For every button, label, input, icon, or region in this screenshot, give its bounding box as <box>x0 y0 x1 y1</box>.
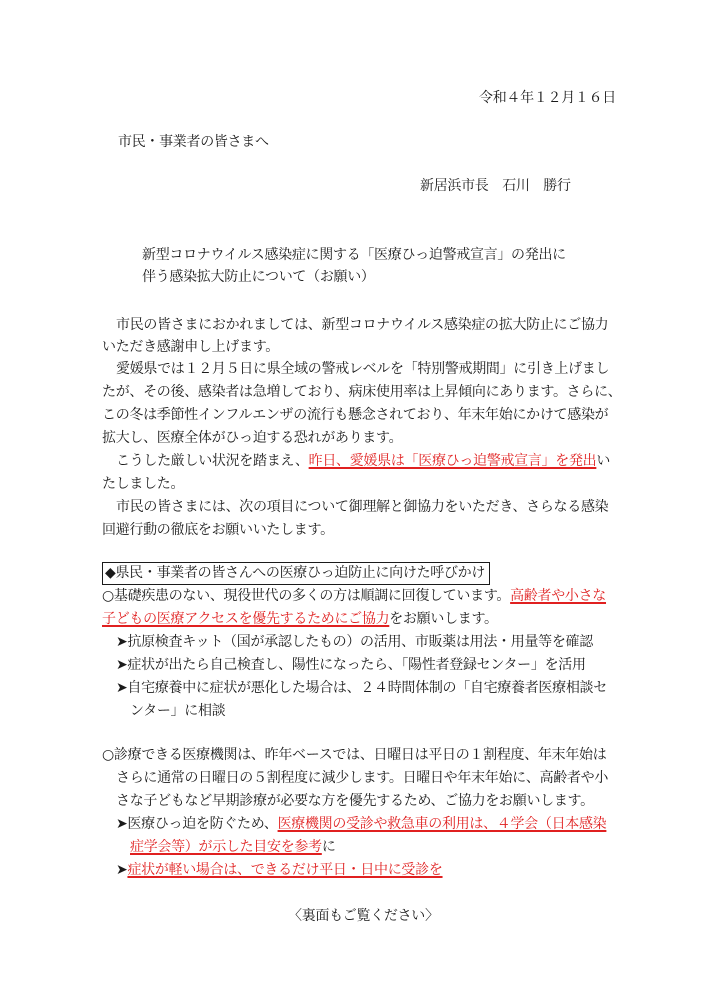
item-2-emphasis-guideline-end: 症学会等）が示した目安を参考 <box>130 839 322 855</box>
paragraph-2-line-3: この冬は季節性インフルエンザの流行も懸念されており、年末年始にかけて感染が <box>102 407 609 423</box>
item-2-line-1: ○診療できる医療機関は、昨年ベースでは、日曜日は平日の１割程度、年末年始は <box>102 747 607 763</box>
item-1-bullet-3-line-2: ンター」に相談 <box>130 703 226 719</box>
item-2-bullet-1-end: に <box>321 839 336 855</box>
item-1-bullet-3-line-1: ➤自宅療養中に症状が悪化した場合は、２４時間体制の「自宅療養者医療相談セ <box>116 680 607 696</box>
paragraph-2-line-2: たが、その後、感染者は急増しており、病床使用率は上昇傾向にあります。さらに、 <box>102 384 622 400</box>
item-1-line-2 <box>102 609 498 629</box>
paragraph-1-line-2: いただき感謝申し上げます。 <box>102 339 279 355</box>
paragraph-4-line-2: 回避行動の徹底をお願いいたします。 <box>102 522 334 538</box>
paragraph-2-line-1: 愛媛県では１２月５日に県全域の警戒レベルを「特別警戒期間」に引き上げまし <box>116 361 610 377</box>
item-1-line-1 <box>102 586 606 606</box>
item-2-bullet-1-text: ➤医療ひっ迫を防ぐため、 <box>116 816 278 832</box>
item-1-bullet-1: ➤抗原検査キット（国が承認したもの）の活用、市販薬は用法・用量等を確認 <box>116 634 593 650</box>
item-2-bullet-1-line-1 <box>116 814 606 834</box>
paragraph-2-line-4: 拡大し、医療全体がひっ迫する恐れがあります。 <box>102 430 403 446</box>
item-1-line-1-text: ○基礎疾患のない、現役世代の多くの方は順調に回復しています。 <box>102 588 511 604</box>
item-1-bullet-2: ➤症状が出たら自己検査し、陽性になったら、「陽性者登録センター」を活用 <box>116 657 586 673</box>
title-line-2: 伴う感染拡大防止について（お願い） <box>142 269 375 285</box>
item-2-line-2: さらに通常の日曜日の５割程度に減少します。日曜日や年末年始に、高齢者や小 <box>116 770 609 786</box>
arrow-bullet-icon: ➤ <box>116 862 128 878</box>
addressee: 市民・事業者の皆さまへ <box>118 134 269 150</box>
item-2-emphasis-guideline: 医療機関の受診や救急車の利用は、４学会（日本感染 <box>277 816 607 832</box>
item-2-line-3: さな子どもなど早期診療が必要な方を優先するため、ご協力をお願いします。 <box>116 793 594 809</box>
item-2-bullet-1-line-2 <box>130 837 336 857</box>
paragraph-3-post: い <box>596 453 611 469</box>
item-2-bullet-2 <box>116 860 443 880</box>
paragraph-4-line-1: 市民の皆さまには、次の項目について御理解と御協力をいただき、さらなる感染 <box>116 499 609 515</box>
paragraph-3-line-2: たしました。 <box>102 476 185 492</box>
item-1-line-2-text: をお願いします。 <box>389 611 498 627</box>
paragraph-3-pre: こうした厳しい状況を踏まえ、 <box>116 453 309 469</box>
paragraph-1-line-1: 市民の皆さまにおかれましては、新型コロナウイルス感染症の拡大防止にご協力 <box>116 317 609 333</box>
title-line-1: 新型コロナウイルス感染症に関する「医療ひっ迫警戒宣言」の発出に <box>142 247 566 263</box>
item-1-emphasis-start: 高齢者や小さな <box>510 588 607 604</box>
item-1-emphasis-end: 子どもの医療アクセスを優先するためにご協力 <box>102 611 390 627</box>
sender: 新居浜市長 石川 勝行 <box>420 178 571 194</box>
section-heading: ◆県民・事業者の皆さんへの医療ひっ迫防止に向けた呼びかけ <box>102 562 490 585</box>
paragraph-3-line-1 <box>116 451 610 471</box>
emphasis-declaration: 昨日、愛媛県は「医療ひっ迫警戒宣言」を発出 <box>308 453 597 469</box>
footer-note: 〈裏面もご覧ください〉 <box>288 908 439 924</box>
date: 令和４年１２月１６日 <box>479 90 616 106</box>
item-2-emphasis-weekday: 症状が軽い場合は、できるだけ平日・日中に受診を <box>127 862 443 878</box>
